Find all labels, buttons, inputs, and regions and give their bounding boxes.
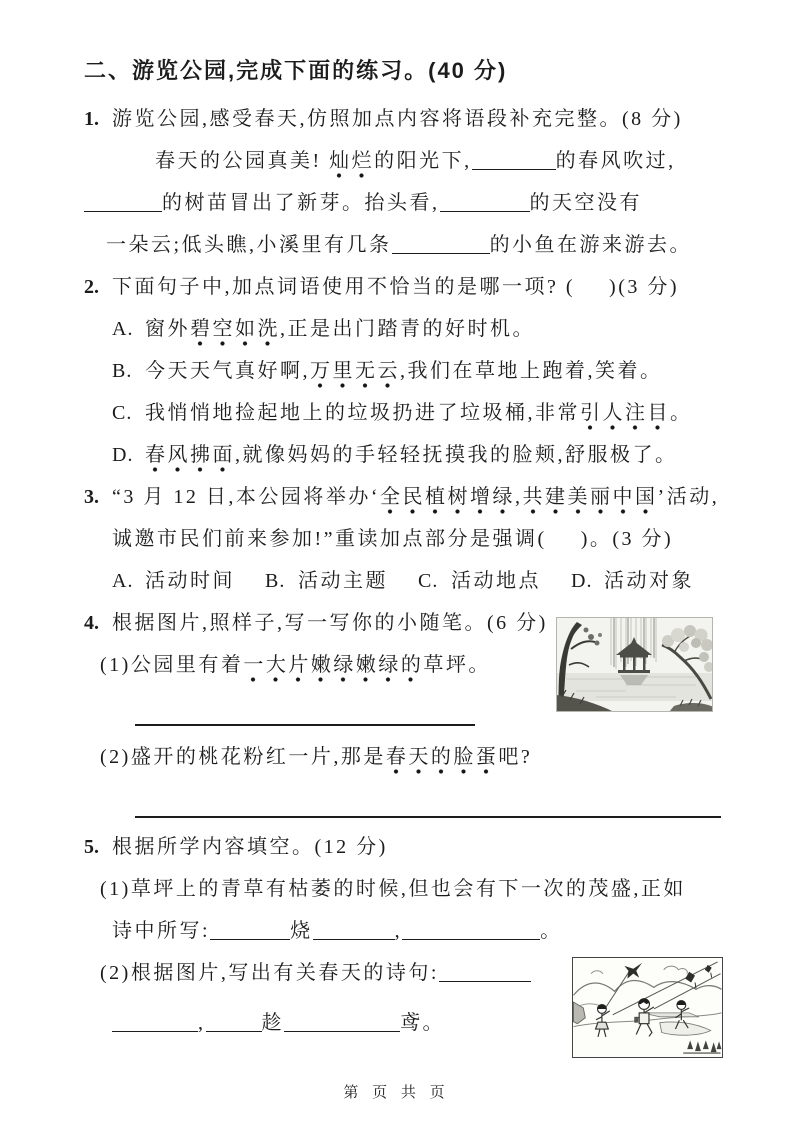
q2-stem-pre: 下面句子中,加点词语使用不恰当的是哪一项? ( (112, 276, 576, 298)
q1-l1-pre: 春天的公园真美! (155, 150, 330, 172)
fill-in-blank (392, 231, 490, 254)
q1-l1-tail: 的春风吹过, (555, 150, 676, 172)
q5-sub2-l2-word: 趁 (261, 1012, 284, 1034)
q4-sub1-pre: (1)公园里有着 (100, 654, 244, 676)
q2-option-c-pre: 我悄悄地捡起地上的垃圾扔进了垃圾桶,非常 (145, 402, 580, 424)
q2-option-c-post: 。 (670, 402, 693, 424)
children-flying-kites-illustration (572, 957, 723, 1058)
fill-in-blank (313, 917, 395, 940)
q3-option-d-label: D. (571, 570, 593, 592)
q2-option-b-pre: 今天天气真好啊, (145, 360, 310, 382)
q2-option-d-label: D. (112, 444, 134, 466)
q3-l2-pre: 诚邀市民们前来参加!”重读加点部分是强调( (112, 528, 547, 550)
q1-l1-mid: 的阳光下, (374, 150, 472, 172)
fill-in-blank (402, 917, 540, 940)
q3-option-a-text: 活动时间 (145, 570, 235, 592)
q5-stem-text: 根据所学内容填空。(12 分) (112, 836, 388, 858)
q2-option-d-post: ,就像妈妈的手轻轻抚摸我的脸颊,舒服极了。 (235, 444, 678, 466)
q4-sub1-answer-line (135, 724, 475, 726)
q2-option-a-pre: 窗外 (145, 318, 190, 340)
q2-number: 2. (84, 276, 99, 298)
q4-number: 4. (84, 612, 99, 634)
q5-sub2-l1-text: (2)根据图片,写出有关春天的诗句: (100, 962, 439, 984)
q1-number: 1. (84, 108, 99, 130)
q3-option-b-text: 活动主题 (298, 570, 388, 592)
section-title: 二、游览公园,完成下面的练习。(40 分) (84, 58, 508, 83)
q3-l1-post: ’活动, (657, 486, 720, 508)
q3-options-row (112, 560, 743, 602)
q3-l1-emphasized-1: 全民植树增绿 (380, 486, 515, 515)
q1-paragraph-line1 (84, 140, 743, 182)
q3-number: 3. (84, 486, 99, 508)
q5-stem (84, 826, 743, 868)
page-footer: 第 页 共 页 (343, 1085, 450, 1101)
q3-l2-post: )。(3 分) (580, 528, 674, 550)
q5-sub1-line1 (100, 868, 743, 910)
q3-option-b-label: B. (265, 570, 286, 592)
fill-in-blank (472, 147, 556, 170)
q2-stem (84, 266, 743, 308)
q4-stem-text: 根据图片,照样子,写一写你的小随笔。(6 分) (112, 612, 548, 634)
fill-in-blank (439, 959, 531, 982)
q4-sub1-post: 草坪。 (423, 654, 491, 676)
q5-sub2-l2-comma: , (198, 1012, 206, 1034)
q2-option-b-post: ,我们在草地上跑着,笑着。 (400, 360, 663, 382)
q3-stem-line2 (112, 518, 743, 560)
fill-in-blank (440, 189, 530, 212)
q3-stem-line1 (84, 476, 743, 518)
q1-l2-a: 的树苗冒出了新芽。抬头看, (162, 192, 440, 214)
fill-in-blank (112, 1009, 198, 1032)
q2-stem-post: )(3 分) (609, 276, 680, 298)
q2-option-a-emphasized: 碧空如洗 (190, 318, 280, 347)
q2-option-d (112, 434, 743, 476)
fill-in-blank (84, 189, 162, 212)
q3-option-c-label: C. (418, 570, 439, 592)
q2-option-b-label: B. (112, 360, 133, 382)
q2-option-b (112, 350, 743, 392)
fill-in-blank (284, 1009, 400, 1032)
q2-option-b-emphasized: 万里无云 (310, 360, 400, 389)
q3-option-a-label: A. (112, 570, 134, 592)
q1-stem (84, 98, 743, 140)
q4-sub2 (100, 736, 743, 778)
q5-sub1-l1-text: (1)草坪上的青草有枯萎的时候,但也会有下一次的茂盛,正如 (100, 878, 686, 900)
q5-sub1-l2-pre: 诗中所写: (112, 920, 211, 942)
q4-sub1-emphasized: 一大片嫩绿嫩绿的 (243, 654, 423, 683)
q1-paragraph-line2 (84, 182, 743, 224)
park-lake-pavilion-illustration (556, 617, 713, 712)
q5-sub2-l2-end: 鸢。 (400, 1012, 445, 1034)
q2-option-a-label: A. (112, 318, 134, 340)
q5-sub1-l2-comma: , (394, 920, 403, 942)
q1-l1-emphasized: 灿烂 (329, 150, 374, 179)
q3-option-c-text: 活动地点 (451, 570, 541, 592)
q4-sub2-answer-line (135, 816, 721, 818)
q2-option-c-label: C. (112, 402, 133, 424)
q5-sub1-line2 (112, 910, 743, 952)
q2-option-d-emphasized: 春风拂面 (145, 444, 235, 473)
q1-paragraph-line3 (106, 224, 743, 266)
q3-option-a (112, 570, 235, 592)
q2-option-c (112, 392, 743, 434)
q4-sub2-emphasized: 春天的脸蛋 (386, 746, 499, 775)
q3-l1-emphasized-2: 共建美丽中国 (523, 486, 658, 515)
q2-option-a-post: ,正是出门踏青的好时机。 (280, 318, 535, 340)
q2-option-a (112, 308, 743, 350)
q1-l2-b: 的天空没有 (529, 192, 642, 214)
q5-sub1-l2-period: 。 (540, 920, 563, 942)
q5-sub1-l2-word: 烧 (290, 920, 313, 942)
q4-sub2-pre: (2)盛开的桃花粉红一片,那是 (100, 746, 386, 768)
q3-l1-pre: “3 月 12 日,本公园将举办‘ (112, 486, 381, 508)
fill-in-blank (206, 1009, 262, 1032)
q3-option-d (571, 570, 694, 592)
q1-l3-b: 的小鱼在游来游去。 (489, 234, 693, 256)
q1-stem-text: 游览公园,感受春天,仿照加点内容将语段补充完整。(8 分) (112, 108, 683, 130)
q5-number: 5. (84, 836, 99, 858)
q2-option-c-emphasized: 引人注目 (580, 402, 670, 431)
q3-option-c (418, 570, 541, 592)
q3-l1-comma: , (515, 486, 523, 508)
q3-option-b (265, 570, 388, 592)
q4-sub2-post: 吧? (498, 746, 533, 768)
fill-in-blank (210, 917, 290, 940)
q3-option-d-text: 活动对象 (604, 570, 694, 592)
q1-l3-a: 一朵云;低头瞧,小溪里有几条 (106, 234, 392, 256)
